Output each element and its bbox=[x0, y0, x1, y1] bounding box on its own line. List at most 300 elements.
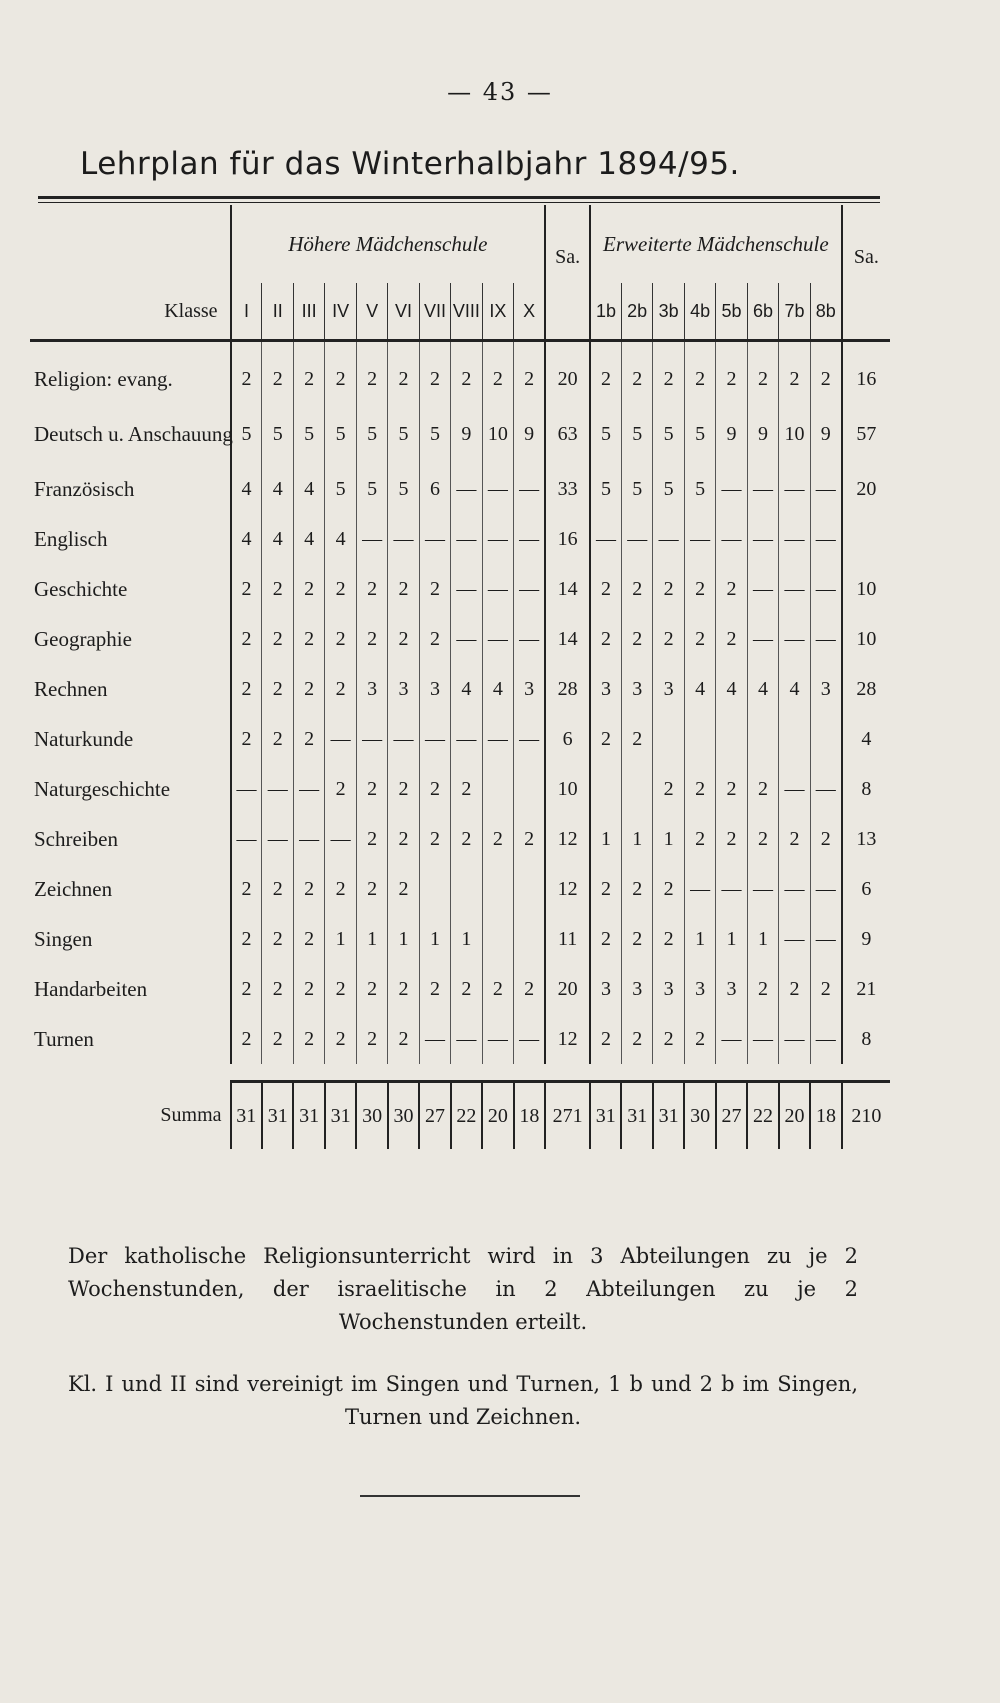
hours-cell: 2 bbox=[747, 964, 778, 1014]
hours-cell: 2 bbox=[293, 341, 324, 405]
hours-cell: 2 bbox=[653, 614, 684, 664]
hours-cell: 3 bbox=[653, 964, 684, 1014]
hours-cell bbox=[514, 764, 546, 814]
hours-cell: — bbox=[747, 864, 778, 914]
note-catholic-religion: Der katholische Religionsunterricht wird in 3 Abteilungen zu je 2 Wochenstunden, der israelitische in 2 Abteilungen zu je 2 Wochenstunden erteilt. bbox=[68, 1244, 858, 1334]
hours-cell: 2 bbox=[419, 614, 450, 664]
hours-cell: 2 bbox=[590, 714, 621, 764]
hours-cell: — bbox=[356, 514, 387, 564]
hours-cell: — bbox=[231, 764, 262, 814]
subject-name: Geschichte bbox=[34, 576, 128, 601]
hours-cell: 2 bbox=[482, 964, 513, 1014]
hours-cell: — bbox=[810, 864, 842, 914]
hours-cell: — bbox=[482, 464, 513, 514]
hours-cell: 4 bbox=[262, 514, 293, 564]
hours-cell: 3 bbox=[590, 964, 621, 1014]
class-header-V: V bbox=[356, 283, 387, 341]
hours-cell: 9 bbox=[451, 404, 482, 464]
hours-cell: 3 bbox=[810, 664, 842, 714]
hours-cell: 2 bbox=[293, 614, 324, 664]
hours-cell: 10 bbox=[779, 404, 810, 464]
hours-cell: — bbox=[451, 1014, 482, 1064]
hours-cell: 5 bbox=[388, 464, 419, 514]
hours-cell: 4 bbox=[779, 664, 810, 714]
hours-cell: — bbox=[514, 1014, 546, 1064]
hours-cell: — bbox=[482, 564, 513, 614]
subject-name: Turnen bbox=[34, 1026, 94, 1051]
hours-cell: 6 bbox=[419, 464, 450, 514]
hours-cell: — bbox=[747, 514, 778, 564]
hours-cell: 5 bbox=[293, 404, 324, 464]
hours-cell bbox=[810, 714, 842, 764]
sum-cell-group1: 11 bbox=[545, 914, 590, 964]
total-cell: 31 bbox=[293, 1082, 324, 1150]
sum-cell-group1: 20 bbox=[545, 964, 590, 1014]
hours-cell: 1 bbox=[684, 914, 715, 964]
subject-row bbox=[30, 614, 890, 664]
sum-cell-group1: 28 bbox=[545, 664, 590, 714]
subject-name: Singen bbox=[34, 926, 93, 951]
hours-cell: — bbox=[779, 564, 810, 614]
hours-cell: 2 bbox=[231, 664, 262, 714]
sum-cell-group2: 9 bbox=[842, 914, 890, 964]
subject-row bbox=[30, 1014, 890, 1064]
hours-cell: 3 bbox=[716, 964, 747, 1014]
total-cell: 20 bbox=[482, 1082, 513, 1150]
subject-row bbox=[30, 464, 890, 514]
sum-cell-group1: 33 bbox=[545, 464, 590, 514]
hours-cell: 1 bbox=[716, 914, 747, 964]
hours-cell: 4 bbox=[325, 514, 356, 564]
hours-cell: 2 bbox=[419, 764, 450, 814]
hours-cell: — bbox=[482, 514, 513, 564]
hours-cell: 2 bbox=[262, 1014, 293, 1064]
hours-cell: 3 bbox=[514, 664, 546, 714]
hours-cell: 2 bbox=[621, 1014, 652, 1064]
subject-name: Religion: evang. bbox=[34, 366, 173, 391]
hours-cell: 2 bbox=[810, 814, 842, 864]
class-header-1b: 1b bbox=[590, 283, 621, 341]
hours-cell: 4 bbox=[231, 464, 262, 514]
hours-cell: — bbox=[262, 764, 293, 814]
group-title-hoehere: Höhere Mädchenschule bbox=[231, 205, 546, 283]
hours-cell: 2 bbox=[356, 864, 387, 914]
hours-cell: 2 bbox=[388, 564, 419, 614]
sum-cell-group2: 4 bbox=[842, 714, 890, 764]
hours-cell: — bbox=[684, 514, 715, 564]
hours-cell: 9 bbox=[514, 404, 546, 464]
hours-cell: 9 bbox=[810, 404, 842, 464]
hours-cell: 2 bbox=[356, 341, 387, 405]
subject-row bbox=[30, 764, 890, 814]
hours-cell: 2 bbox=[621, 564, 652, 614]
hours-cell: 2 bbox=[388, 341, 419, 405]
hours-cell: — bbox=[716, 514, 747, 564]
hours-cell bbox=[451, 864, 482, 914]
sum-cell-group2: 20 bbox=[842, 464, 890, 514]
hours-cell: 3 bbox=[356, 664, 387, 714]
hours-cell: 2 bbox=[388, 764, 419, 814]
hours-cell: — bbox=[325, 714, 356, 764]
grand-total-group1: 271 bbox=[545, 1082, 590, 1150]
hours-cell: 2 bbox=[514, 341, 546, 405]
hours-cell: 2 bbox=[262, 714, 293, 764]
hours-cell: 1 bbox=[451, 914, 482, 964]
total-cell: 30 bbox=[388, 1082, 419, 1150]
title-rule bbox=[38, 196, 880, 199]
class-header-3b: 3b bbox=[653, 283, 684, 341]
hours-cell: — bbox=[451, 464, 482, 514]
hours-cell bbox=[514, 864, 546, 914]
class-header-X: X bbox=[514, 283, 546, 341]
hours-cell: 2 bbox=[231, 564, 262, 614]
hours-cell: 9 bbox=[716, 404, 747, 464]
hours-cell bbox=[419, 864, 450, 914]
total-cell: 31 bbox=[621, 1082, 652, 1150]
class-header-III: III bbox=[293, 283, 324, 341]
hours-cell: 4 bbox=[293, 464, 324, 514]
subject-row bbox=[30, 864, 890, 914]
subject-row bbox=[30, 664, 890, 714]
hours-cell: 2 bbox=[482, 814, 513, 864]
hours-cell: 2 bbox=[590, 914, 621, 964]
class-header-4b: 4b bbox=[684, 283, 715, 341]
hours-cell: 3 bbox=[590, 664, 621, 714]
hours-cell: 2 bbox=[262, 964, 293, 1014]
hours-cell: 1 bbox=[653, 814, 684, 864]
hours-cell: 2 bbox=[653, 914, 684, 964]
hours-cell: — bbox=[514, 464, 546, 514]
hours-cell: — bbox=[779, 764, 810, 814]
hours-cell: 5 bbox=[653, 404, 684, 464]
class-header-I: I bbox=[231, 283, 262, 341]
total-cell: 30 bbox=[356, 1082, 387, 1150]
hours-cell: 2 bbox=[419, 564, 450, 614]
hours-cell: 2 bbox=[325, 764, 356, 814]
hours-cell: 2 bbox=[621, 341, 652, 405]
hours-cell: 2 bbox=[388, 1014, 419, 1064]
hours-cell: 5 bbox=[684, 464, 715, 514]
hours-cell: — bbox=[419, 714, 450, 764]
hours-cell: 2 bbox=[231, 914, 262, 964]
hours-cell: — bbox=[451, 564, 482, 614]
hours-cell: — bbox=[514, 614, 546, 664]
hours-cell: 2 bbox=[262, 864, 293, 914]
total-cell: 22 bbox=[747, 1082, 778, 1150]
hours-cell: 9 bbox=[747, 404, 778, 464]
sum-cell-group2: 57 bbox=[842, 404, 890, 464]
hours-cell: — bbox=[451, 714, 482, 764]
hours-cell: 2 bbox=[293, 564, 324, 614]
sum-cell-group1: 16 bbox=[545, 514, 590, 564]
hours-cell: 2 bbox=[388, 814, 419, 864]
summa-label: Summa bbox=[160, 1103, 222, 1126]
hours-cell: — bbox=[293, 764, 324, 814]
hours-cell: 4 bbox=[262, 464, 293, 514]
sum-cell-group1: 10 bbox=[545, 764, 590, 814]
hours-cell: 1 bbox=[325, 914, 356, 964]
hours-cell: — bbox=[779, 464, 810, 514]
page-title: Lehrplan für das Winterhalbjahr 1894/95. bbox=[80, 146, 740, 182]
hours-cell: 2 bbox=[419, 814, 450, 864]
hours-cell: 2 bbox=[482, 341, 513, 405]
hours-cell: 2 bbox=[747, 814, 778, 864]
hours-cell: 2 bbox=[356, 614, 387, 664]
hours-cell: 2 bbox=[293, 1014, 324, 1064]
hours-cell: 5 bbox=[621, 464, 652, 514]
hours-cell: — bbox=[514, 714, 546, 764]
hours-cell: 2 bbox=[779, 341, 810, 405]
subject-row bbox=[30, 564, 890, 614]
note-combined-classes: Kl. I und II sind vereinigt im Singen und Turnen, 1 b und 2 b im Singen, Turnen und Zeichnen. bbox=[68, 1372, 858, 1429]
subject-name: Handarbeiten bbox=[34, 976, 148, 1001]
subject-name: Schreiben bbox=[34, 826, 118, 851]
hours-cell: — bbox=[810, 464, 842, 514]
hours-cell: 2 bbox=[621, 864, 652, 914]
hours-cell: — bbox=[482, 614, 513, 664]
sum-cell-group2: 16 bbox=[842, 341, 890, 405]
hours-cell: 2 bbox=[262, 914, 293, 964]
hours-cell: — bbox=[419, 514, 450, 564]
sum-cell-group1: 12 bbox=[545, 864, 590, 914]
class-header-VIII: VIII bbox=[451, 283, 482, 341]
hours-cell: 2 bbox=[653, 764, 684, 814]
group-title-erweiterte: Erweiterte Mädchenschule bbox=[590, 205, 842, 283]
total-cell: 27 bbox=[716, 1082, 747, 1150]
hours-cell: — bbox=[747, 564, 778, 614]
hours-cell: 2 bbox=[779, 814, 810, 864]
hours-cell: 2 bbox=[293, 664, 324, 714]
hours-cell: 2 bbox=[779, 964, 810, 1014]
hours-cell: 2 bbox=[293, 964, 324, 1014]
hours-cell: 2 bbox=[684, 764, 715, 814]
hours-cell: 2 bbox=[325, 1014, 356, 1064]
sum-cell-group2: 8 bbox=[842, 764, 890, 814]
hours-cell bbox=[482, 764, 513, 814]
hours-cell: 2 bbox=[388, 964, 419, 1014]
subject-name: Rechnen bbox=[34, 676, 108, 701]
hours-cell: 2 bbox=[325, 864, 356, 914]
hours-cell: 2 bbox=[231, 714, 262, 764]
hours-cell: 2 bbox=[356, 564, 387, 614]
hours-cell: — bbox=[810, 1014, 842, 1064]
hours-cell: — bbox=[779, 914, 810, 964]
class-header-6b: 6b bbox=[747, 283, 778, 341]
hours-cell: 4 bbox=[716, 664, 747, 714]
hours-cell: 2 bbox=[653, 864, 684, 914]
hours-cell: — bbox=[716, 864, 747, 914]
hours-cell bbox=[482, 914, 513, 964]
hours-cell: 2 bbox=[810, 964, 842, 1014]
hours-cell: — bbox=[482, 714, 513, 764]
hours-cell: — bbox=[716, 464, 747, 514]
hours-cell: 2 bbox=[590, 864, 621, 914]
hours-cell: 2 bbox=[684, 1014, 715, 1064]
total-cell: 27 bbox=[419, 1082, 450, 1150]
hours-cell: 2 bbox=[419, 964, 450, 1014]
hours-cell: — bbox=[779, 614, 810, 664]
hours-cell: 2 bbox=[451, 964, 482, 1014]
closing-rule bbox=[360, 1495, 580, 1497]
sum-cell-group2: 6 bbox=[842, 864, 890, 914]
title-rule-thin bbox=[38, 202, 880, 203]
hours-cell: 5 bbox=[419, 404, 450, 464]
hours-cell: 3 bbox=[621, 664, 652, 714]
hours-cell: 2 bbox=[325, 964, 356, 1014]
hours-cell: 2 bbox=[621, 914, 652, 964]
hours-cell: 2 bbox=[325, 564, 356, 614]
hours-cell: 2 bbox=[231, 964, 262, 1014]
total-cell: 31 bbox=[325, 1082, 356, 1150]
subject-name: Französisch bbox=[34, 476, 135, 501]
hours-cell: — bbox=[747, 1014, 778, 1064]
hours-cell: — bbox=[451, 614, 482, 664]
class-header-8b: 8b bbox=[810, 283, 842, 341]
hours-cell: — bbox=[231, 814, 262, 864]
hours-cell bbox=[716, 714, 747, 764]
class-header-VII: VII bbox=[419, 283, 450, 341]
class-header-2b: 2b bbox=[621, 283, 652, 341]
subject-row bbox=[30, 914, 890, 964]
hours-cell: — bbox=[653, 514, 684, 564]
hours-cell: — bbox=[810, 514, 842, 564]
subject-row bbox=[30, 404, 890, 464]
hours-cell: 4 bbox=[747, 664, 778, 714]
hours-cell: 5 bbox=[590, 464, 621, 514]
hours-cell: — bbox=[716, 1014, 747, 1064]
total-cell: 31 bbox=[653, 1082, 684, 1150]
hours-cell: 5 bbox=[388, 404, 419, 464]
hours-cell: 2 bbox=[293, 914, 324, 964]
sum-cell-group1: 12 bbox=[545, 814, 590, 864]
hours-cell: 2 bbox=[262, 341, 293, 405]
hours-cell: 2 bbox=[621, 714, 652, 764]
hours-cell: 2 bbox=[653, 1014, 684, 1064]
hours-cell bbox=[590, 764, 621, 814]
class-header-IV: IV bbox=[325, 283, 356, 341]
hours-cell: 1 bbox=[621, 814, 652, 864]
hours-cell: — bbox=[262, 814, 293, 864]
subject-row bbox=[30, 814, 890, 864]
hours-cell: 2 bbox=[388, 614, 419, 664]
hours-cell: 5 bbox=[325, 404, 356, 464]
hours-cell: 1 bbox=[388, 914, 419, 964]
hours-cell: 2 bbox=[231, 614, 262, 664]
hours-cell: — bbox=[747, 614, 778, 664]
hours-cell: 3 bbox=[419, 664, 450, 714]
hours-cell: 2 bbox=[747, 341, 778, 405]
hours-cell: 2 bbox=[451, 814, 482, 864]
hours-cell: 2 bbox=[514, 814, 546, 864]
sum-cell-group1: 12 bbox=[545, 1014, 590, 1064]
hours-cell: 2 bbox=[590, 614, 621, 664]
hours-cell: 4 bbox=[684, 664, 715, 714]
hours-cell bbox=[621, 764, 652, 814]
curriculum-table-wrap bbox=[30, 205, 890, 1149]
hours-cell: — bbox=[684, 864, 715, 914]
hours-cell: — bbox=[388, 714, 419, 764]
total-cell: 22 bbox=[451, 1082, 482, 1150]
total-cell: 31 bbox=[231, 1082, 262, 1150]
total-cell: 18 bbox=[514, 1082, 546, 1150]
hours-cell: 4 bbox=[293, 514, 324, 564]
hours-cell: 2 bbox=[262, 614, 293, 664]
hours-cell: — bbox=[810, 564, 842, 614]
hours-cell: 2 bbox=[451, 764, 482, 814]
hours-cell: 2 bbox=[451, 341, 482, 405]
hours-cell bbox=[747, 714, 778, 764]
hours-cell: 2 bbox=[231, 864, 262, 914]
hours-cell: — bbox=[810, 764, 842, 814]
hours-cell: 5 bbox=[325, 464, 356, 514]
subject-row bbox=[30, 514, 890, 564]
summa-row bbox=[30, 1082, 890, 1150]
hours-cell: — bbox=[621, 514, 652, 564]
spacer bbox=[30, 1064, 890, 1082]
hours-cell: 2 bbox=[810, 341, 842, 405]
hours-cell: — bbox=[514, 514, 546, 564]
subject-row bbox=[30, 714, 890, 764]
hours-cell: 2 bbox=[231, 1014, 262, 1064]
hours-cell: 2 bbox=[684, 814, 715, 864]
hours-cell: — bbox=[451, 514, 482, 564]
curriculum-table bbox=[30, 205, 890, 1149]
hours-cell: 2 bbox=[716, 564, 747, 614]
hours-cell: — bbox=[810, 614, 842, 664]
total-cell: 31 bbox=[590, 1082, 621, 1150]
hours-cell: 2 bbox=[356, 764, 387, 814]
subject-name: Deutsch u. Anschauung bbox=[34, 421, 233, 446]
hours-cell: — bbox=[293, 814, 324, 864]
hours-cell: 2 bbox=[356, 1014, 387, 1064]
hours-cell bbox=[684, 714, 715, 764]
sum-cell-group1: 6 bbox=[545, 714, 590, 764]
hours-cell: 2 bbox=[621, 614, 652, 664]
grand-total-group2: 210 bbox=[842, 1082, 890, 1150]
hours-cell: 3 bbox=[684, 964, 715, 1014]
hours-cell: — bbox=[419, 1014, 450, 1064]
hours-cell: 2 bbox=[684, 564, 715, 614]
total-cell: 20 bbox=[779, 1082, 810, 1150]
hours-cell: 3 bbox=[653, 664, 684, 714]
subject-name: Englisch bbox=[34, 526, 108, 551]
sum-cell-group2 bbox=[842, 514, 890, 564]
sum-cell-group1: 63 bbox=[545, 404, 590, 464]
hours-cell: 1 bbox=[590, 814, 621, 864]
hours-cell: 2 bbox=[716, 764, 747, 814]
hours-cell: 2 bbox=[653, 564, 684, 614]
hours-cell: — bbox=[590, 514, 621, 564]
sum-header-group2: Sa. bbox=[842, 205, 890, 341]
hours-cell bbox=[514, 914, 546, 964]
hours-cell: 5 bbox=[231, 404, 262, 464]
hours-cell: 5 bbox=[653, 464, 684, 514]
page-number: — 43 — bbox=[447, 78, 553, 106]
hours-cell: — bbox=[325, 814, 356, 864]
sum-cell-group1: 14 bbox=[545, 564, 590, 614]
hours-cell: 5 bbox=[684, 404, 715, 464]
sum-header-group1: Sa. bbox=[545, 205, 590, 341]
class-header-VI: VI bbox=[388, 283, 419, 341]
hours-cell: 2 bbox=[419, 341, 450, 405]
hours-cell: 1 bbox=[747, 914, 778, 964]
hours-cell: 2 bbox=[684, 341, 715, 405]
hours-cell: 2 bbox=[356, 814, 387, 864]
sum-cell-group1: 20 bbox=[545, 341, 590, 405]
hours-cell: 2 bbox=[684, 614, 715, 664]
hours-cell: — bbox=[514, 564, 546, 614]
klasse-label: Klasse bbox=[30, 283, 231, 341]
